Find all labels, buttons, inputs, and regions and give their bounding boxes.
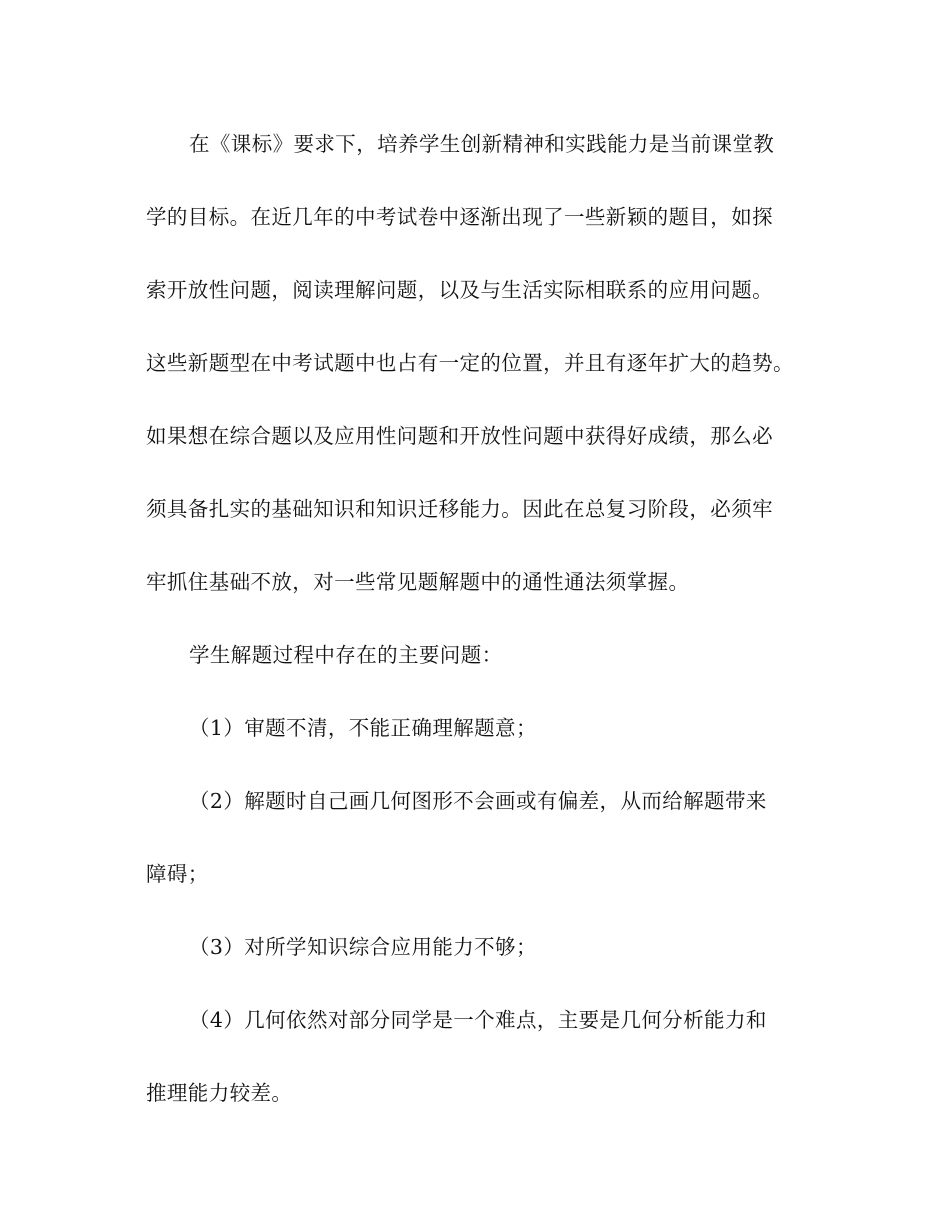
list-item-continuation: 障碍； — [146, 862, 209, 886]
paragraph-line: 如果想在综合题以及应用性问题和开放性问题中获得好成绩，那么必 — [146, 424, 773, 448]
paragraph-line: 在《课标》要求下，培养学生创新精神和实践能力是当前课堂教 — [189, 132, 775, 156]
paragraph-line: 学的目标。在近几年的中考试卷中逐渐出现了一些新颖的题目，如探 — [146, 205, 773, 229]
section-heading: 学生解题过程中存在的主要问题： — [189, 643, 503, 667]
paragraph-line: 牢抓住基础不放，对一些常见题解题中的通性通法须掌握。 — [146, 570, 690, 594]
list-item: （3）对所学知识综合应用能力不够； — [189, 935, 537, 959]
list-item-continuation: 推理能力较差。 — [146, 1081, 293, 1105]
paragraph-line: 这些新题型在中考试题中也占有一定的位置，并且有逐年扩大的趋势。 — [146, 351, 794, 375]
paragraph-line: 须具备扎实的基础知识和知识迁移能力。因此在总复习阶段，必须牢 — [146, 497, 773, 521]
paragraph-line: 索开放性问题，阅读理解问题，以及与生活实际相联系的应用问题。 — [146, 278, 773, 302]
list-item: （2）解题时自己画几何图形不会画或有偏差，从而给解题带来 — [189, 789, 767, 813]
list-item: （1）审题不清，不能正确理解题意； — [189, 716, 537, 740]
list-item: （4）几何依然对部分同学是一个难点，主要是几何分析能力和 — [189, 1008, 767, 1032]
